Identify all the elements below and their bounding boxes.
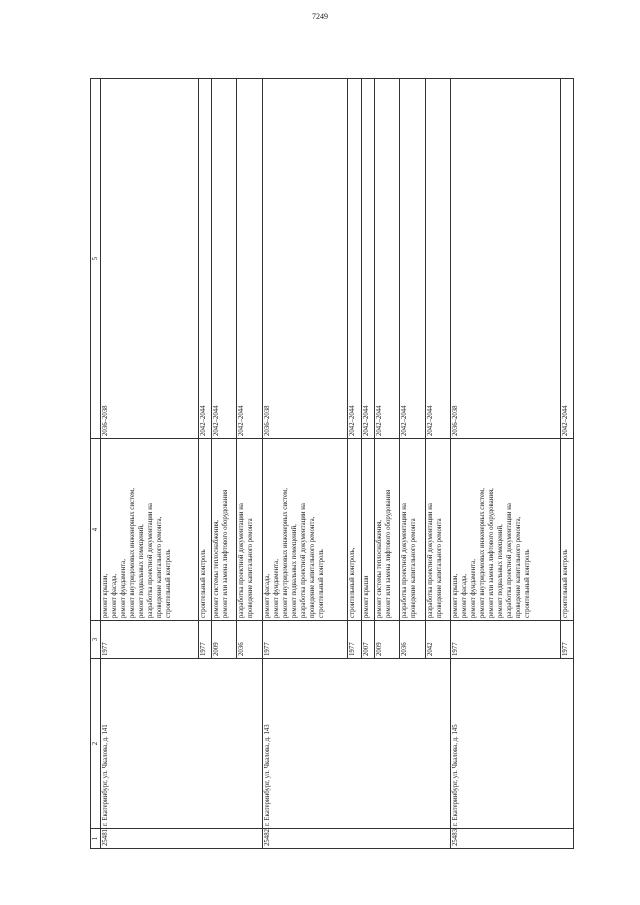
work-item: разработка проектной документации на (401, 503, 409, 618)
work-item: строительный контроль (199, 549, 207, 618)
work-item: ремонт внутридомовых инженерных систем, (478, 488, 486, 618)
work-item: разработка проектной документации на (426, 503, 434, 618)
header-cell: 2 (91, 659, 101, 829)
work-item: ремонт фасада, (111, 573, 118, 618)
period-cell: 2042–2044 (198, 79, 211, 439)
year-cell: 2042 (425, 621, 450, 659)
work-item: ремонт фундамента, (272, 559, 280, 618)
work-item: разработка проектной документации на (505, 503, 513, 618)
period-cell: 2036–2038 (101, 79, 199, 439)
work-item: ремонт фундамента, (120, 559, 127, 618)
building-address: г. Екатеринбург, ул. Чкалова, д. 143 (262, 659, 450, 829)
work-item: проведение капитального ремонта, (514, 516, 522, 618)
work-item: ремонт крыши, (451, 573, 459, 618)
year-cell: 1977 (348, 621, 361, 659)
work-item: ремонт фундамента, (469, 559, 477, 618)
header-cell: 1 (91, 829, 101, 849)
work-item: ремонт фасада, (460, 573, 468, 618)
period-cell: 2042–2044 (425, 79, 450, 439)
work-item: проведение капитального ремонта (410, 518, 418, 618)
works-cell (237, 439, 262, 621)
work-item: разработка проектной документации на (299, 503, 307, 618)
table-row (450, 79, 560, 849)
period-cell: 2042–2044 (348, 79, 361, 439)
table-row (101, 79, 199, 849)
year-cell: 2009 (211, 621, 236, 659)
header-cell: 4 (91, 439, 101, 621)
work-item: проведение капитального ремонта, (308, 516, 316, 618)
year-cell: 1977 (450, 621, 560, 659)
works-cell (450, 439, 560, 621)
period-cell: 2042–2044 (400, 79, 425, 439)
work-item: ремонт подвальных помещений, (496, 524, 504, 618)
works-cell (400, 439, 425, 621)
period-cell: 2042–2044 (560, 79, 573, 439)
table-body (101, 79, 574, 849)
work-item: ремонт внутридомовых инженерных систем, (129, 488, 136, 618)
works-cell (425, 439, 450, 621)
building-address: г. Екатеринбург, ул. Чкалова, д. 145 (450, 659, 573, 829)
work-item: проведение капитального ремонта (247, 518, 255, 618)
page-number: 7249 (312, 12, 328, 21)
period-cell: 2036–2038 (262, 79, 348, 439)
work-item: проведение капитального ремонта (435, 518, 443, 618)
work-item: строительный контроль (165, 549, 172, 618)
period-cell: 2036–2038 (450, 79, 560, 439)
work-item: ремонт фасада, (263, 573, 271, 618)
work-item: ремонт системы теплоснабжения, (212, 520, 220, 618)
work-item: строительный контроль (561, 549, 569, 618)
work-item: ремонт крыши, (102, 573, 109, 618)
work-item: строительный контроль (523, 549, 531, 618)
building-number: 25481. (101, 829, 263, 849)
header-row (91, 79, 101, 849)
work-item: ремонт или замена лифтового оборудования (384, 489, 392, 618)
work-item: ремонт или замена лифтового оборудования, (487, 488, 495, 618)
period-cell: 2042–2044 (211, 79, 236, 439)
year-cell: 2036 (237, 621, 262, 659)
year-cell: 1977 (198, 621, 211, 659)
period-cell: 2042–2044 (374, 79, 399, 439)
works-cell (361, 439, 374, 621)
works-cell (198, 439, 211, 621)
table-row (262, 79, 348, 849)
work-item: ремонт подвальных помещений, (138, 524, 145, 618)
building-number: 25483. (450, 829, 573, 849)
year-cell: 1977 (560, 621, 573, 659)
year-cell: 1977 (101, 621, 199, 659)
work-item: ремонт внутридомовых инженерных систем, (281, 488, 289, 618)
year-cell: 2009 (374, 621, 399, 659)
work-item: строительный контроль (317, 549, 325, 618)
work-item: строительный контроль, (349, 547, 357, 618)
building-number: 25482. (262, 829, 450, 849)
period-cell: 2042–2044 (237, 79, 262, 439)
rotated-table-container (90, 79, 574, 849)
header-cell: 5 (91, 79, 101, 439)
work-item: разработка проектной документации на (238, 503, 246, 618)
works-cell (374, 439, 399, 621)
work-item: ремонт подвальных помещений, (290, 524, 298, 618)
building-address: г. Екатеринбург, ул. Чкалова, д. 141 (101, 659, 263, 829)
works-cell (211, 439, 236, 621)
works-cell (348, 439, 361, 621)
period-cell: 2042–2044 (361, 79, 374, 439)
work-item: ремонт или замена лифтового оборудования (221, 489, 229, 618)
works-cell (560, 439, 573, 621)
header-cell: 3 (91, 621, 101, 659)
works-cell (262, 439, 348, 621)
work-item: ремонт системы теплоснабжения, (375, 520, 383, 618)
year-cell: 2007 (361, 621, 374, 659)
year-cell: 2036 (400, 621, 425, 659)
repair-schedule-table (90, 78, 574, 849)
work-item: разработка проектной документации на (147, 503, 154, 618)
works-cell (101, 439, 199, 621)
work-item: ремонт крыши (362, 575, 370, 618)
work-item: проведение капитального ремонта, (156, 516, 163, 618)
year-cell: 1977 (262, 621, 348, 659)
